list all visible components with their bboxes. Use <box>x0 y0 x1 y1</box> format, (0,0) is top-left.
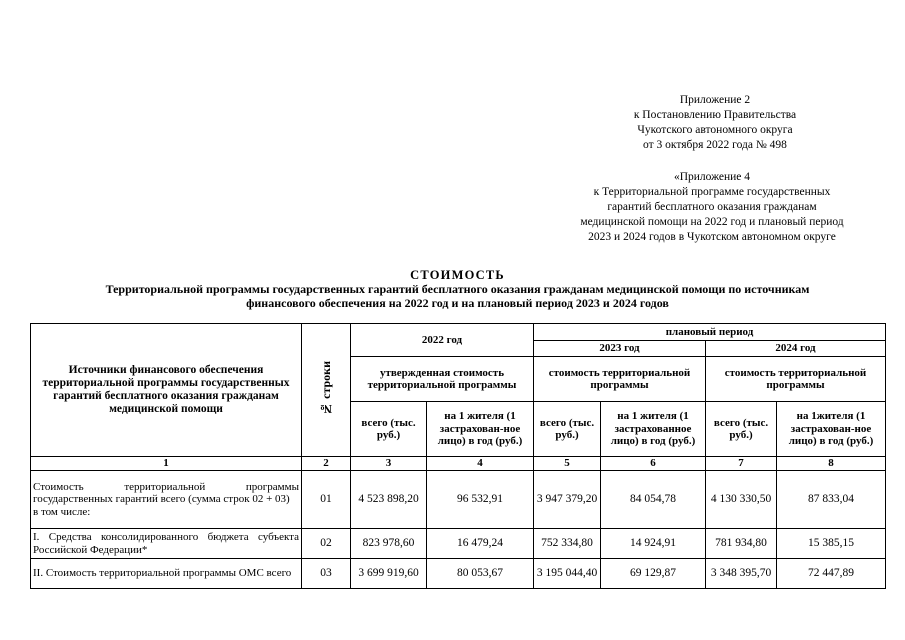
total-2024: 3 348 395,70 <box>706 559 777 589</box>
header-year-2024: 2024 год <box>706 341 886 357</box>
appendix-4-line: к Территориальной программе государственных <box>593 186 831 198</box>
row-source-note: в том числе: <box>33 505 91 518</box>
appendix-2-line: от 3 октября 2022 года № 498 <box>643 139 787 151</box>
header-cost-2024: стоимость территориальной программы <box>706 357 886 402</box>
per-capita-2024: 15 385,15 <box>777 529 886 559</box>
appendix-4-line: «Приложение 4 <box>673 171 751 183</box>
table-row <box>31 471 886 529</box>
header-total-2024: всего (тыс. руб.) <box>706 402 777 457</box>
per-capita-2024: 72 447,89 <box>777 559 886 589</box>
row-source-text: II. Стоимость территориальной программы ОМС всего <box>31 559 302 589</box>
appendix-4-line: 2023 и 2024 годов в Чукотском автономном округе <box>588 231 836 243</box>
total-2024: 4 130 330,50 <box>706 471 777 529</box>
title-main: СТОИМОСТЬ <box>410 268 505 282</box>
total-2022: 4 523 898,20 <box>351 471 427 529</box>
title-subtitle-line-2: финансового обеспечения на 2022 год и на плановый период 2023 и 2024 годов <box>246 296 669 310</box>
appendix-2-line: Приложение 2 <box>679 94 751 106</box>
header-total-2022: всего (тыс. руб.) <box>351 402 427 457</box>
cost-table <box>30 323 886 589</box>
title-subtitle-line-1: Территориальной программы государственных гарантий бесплатного оказания гражданам медицинской помощи по источникам <box>105 282 810 296</box>
appendix-4-line: гарантий бесплатного оказания гражданам <box>607 201 817 213</box>
header-per-capita-2024: на 1жителя (1 застрахован-ное лицо) в год (руб.) <box>777 402 886 457</box>
row-source-text: Стоимость территориальной программы государственных гарантий всего (сумма строк 02 + 03) <box>33 480 299 506</box>
appendix-4-line: медицинской помощи на 2022 год и плановый период <box>580 216 844 228</box>
per-capita-2023: 84 054,78 <box>601 471 706 529</box>
row-number: 03 <box>302 559 351 589</box>
header-approved-cost-2022: утвержденная стоимость территориальной программы <box>351 357 534 402</box>
column-number: 3 <box>351 457 427 471</box>
header-row-number <box>302 324 351 457</box>
header-cost-2023: стоимость территориальной программы <box>534 357 706 402</box>
table-row <box>31 559 886 589</box>
column-number: 7 <box>706 457 777 471</box>
appendix-2-block <box>590 93 840 153</box>
column-number: 5 <box>534 457 601 471</box>
row-number: 02 <box>302 529 351 559</box>
header-total-2023: всего (тыс. руб.) <box>534 402 601 457</box>
per-capita-2024: 87 833,04 <box>777 471 886 529</box>
per-capita-2022: 80 053,67 <box>427 559 534 589</box>
per-capita-2023: 69 129,87 <box>601 559 706 589</box>
row-number: 01 <box>302 471 351 529</box>
column-number: 8 <box>777 457 886 471</box>
table-row <box>31 529 886 559</box>
header-sources: Источники финансового обеспечения территориальной программы государственных гарантий бесплатного оказания гражданам медицинской помощи <box>31 324 302 457</box>
row-source-cell <box>31 471 302 529</box>
header-per-capita-2023: на 1 жителя (1 застрахованное лицо) в год (руб.) <box>601 402 706 457</box>
per-capita-2022: 16 479,24 <box>427 529 534 559</box>
column-number: 2 <box>302 457 351 471</box>
per-capita-2023: 14 924,91 <box>601 529 706 559</box>
row-source-text: I. Средства консолидированного бюджета субъекта Российской Федерации* <box>31 529 302 559</box>
total-2022: 3 699 919,60 <box>351 559 427 589</box>
header-per-capita-2022: на 1 жителя (1 застрахован-ное лицо) в год (руб.) <box>427 402 534 457</box>
header-year-2023: 2023 год <box>534 341 706 357</box>
header-row-number-label: № строки <box>318 360 333 416</box>
total-2023: 752 334,80 <box>534 529 601 559</box>
per-capita-2022: 96 532,91 <box>427 471 534 529</box>
document-title <box>30 268 885 310</box>
column-number: 4 <box>427 457 534 471</box>
total-2022: 823 978,60 <box>351 529 427 559</box>
appendix-4-block <box>555 170 869 245</box>
column-number: 1 <box>31 457 302 471</box>
header-year-2022: 2022 год <box>351 324 534 357</box>
total-2024: 781 934,80 <box>706 529 777 559</box>
appendix-2-line: Чукотского автономного округа <box>637 124 793 136</box>
total-2023: 3 195 044,40 <box>534 559 601 589</box>
header-planned-period: плановый период <box>534 324 886 341</box>
total-2023: 3 947 379,20 <box>534 471 601 529</box>
appendix-2-line: к Постановлению Правительства <box>633 109 797 121</box>
column-number: 6 <box>601 457 706 471</box>
